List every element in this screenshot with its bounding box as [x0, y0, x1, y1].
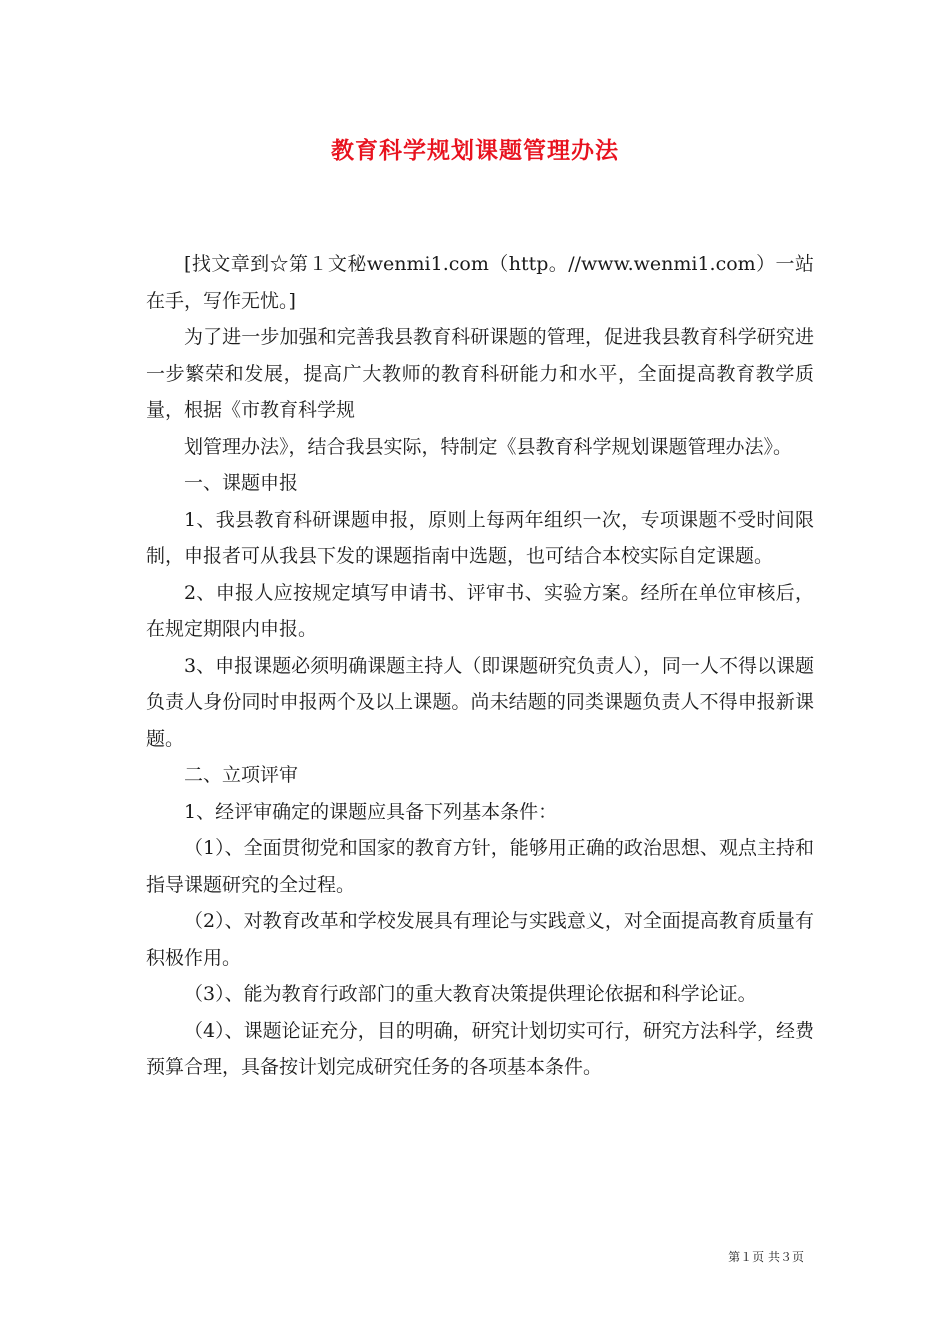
paragraph-condition-3: （3）、能为教育行政部门的重大教育决策提供理论依据和科学论证。: [184, 983, 757, 1005]
paragraph-condition-2: （2）、对教育改革和学校发展具有理论与实践意义，对全面提高教育质量有积极作用。: [146, 910, 814, 969]
document-title: 教育科学规划课题管理办法: [331, 137, 619, 164]
paragraph-review-1: 1、经评审确定的课题应具备下列基本条件：: [184, 800, 558, 823]
page-number: 第１页 共３页: [728, 1250, 804, 1264]
section-heading-review: 二、立项评审: [184, 764, 299, 786]
document-body: [146, 246, 814, 1086]
paragraph-intro: 为了进一步加强和完善我县教育科研课题的管理，促进我县教育科学研究进一步繁荣和发展，提高广大教师的教育科研能力和水平，全面提高教育教学质量，根据《市教育科学规: [146, 326, 814, 421]
paragraph-condition-1: （1）、全面贯彻党和国家的教育方针，能够用正确的政治思想、观点主持和指导课题研究的全过程。: [146, 837, 814, 896]
section-heading-application: 一、课题申报: [184, 472, 299, 494]
paragraph-application-3: 3、申报课题必须明确课题主持人（即课题研究负责人），同一人不得以课题负责人身份同时申报两个及以上课题。尚未结题的同类课题负责人不得申报新课题。: [146, 654, 814, 750]
paragraph-application-1: 1、我县教育科研课题申报，原则上每两年组织一次，专项课题不受时间限制，申报者可从我县下发的课题指南中选题，也可结合本校实际自定课题。: [146, 508, 814, 567]
paragraph-source-note: [找文章到☆第１文秘wenmi1.com（http。//www.wenmi1.com）一站在手，写作无忧。]: [146, 253, 814, 312]
paragraph-application-2: 2、申报人应按规定填写申请书、评审书、实验方案。经所在单位审核后，在规定期限内申报。: [146, 581, 814, 640]
paragraph-condition-4: （4）、课题论证充分，目的明确，研究计划切实可行，研究方法科学，经费预算合理，具备按计划完成研究任务的各项基本条件。: [146, 1019, 814, 1078]
paragraph-intro-continued: 划管理办法》，结合我县实际，特制定《县教育科学规划课题管理办法》。: [184, 435, 793, 458]
